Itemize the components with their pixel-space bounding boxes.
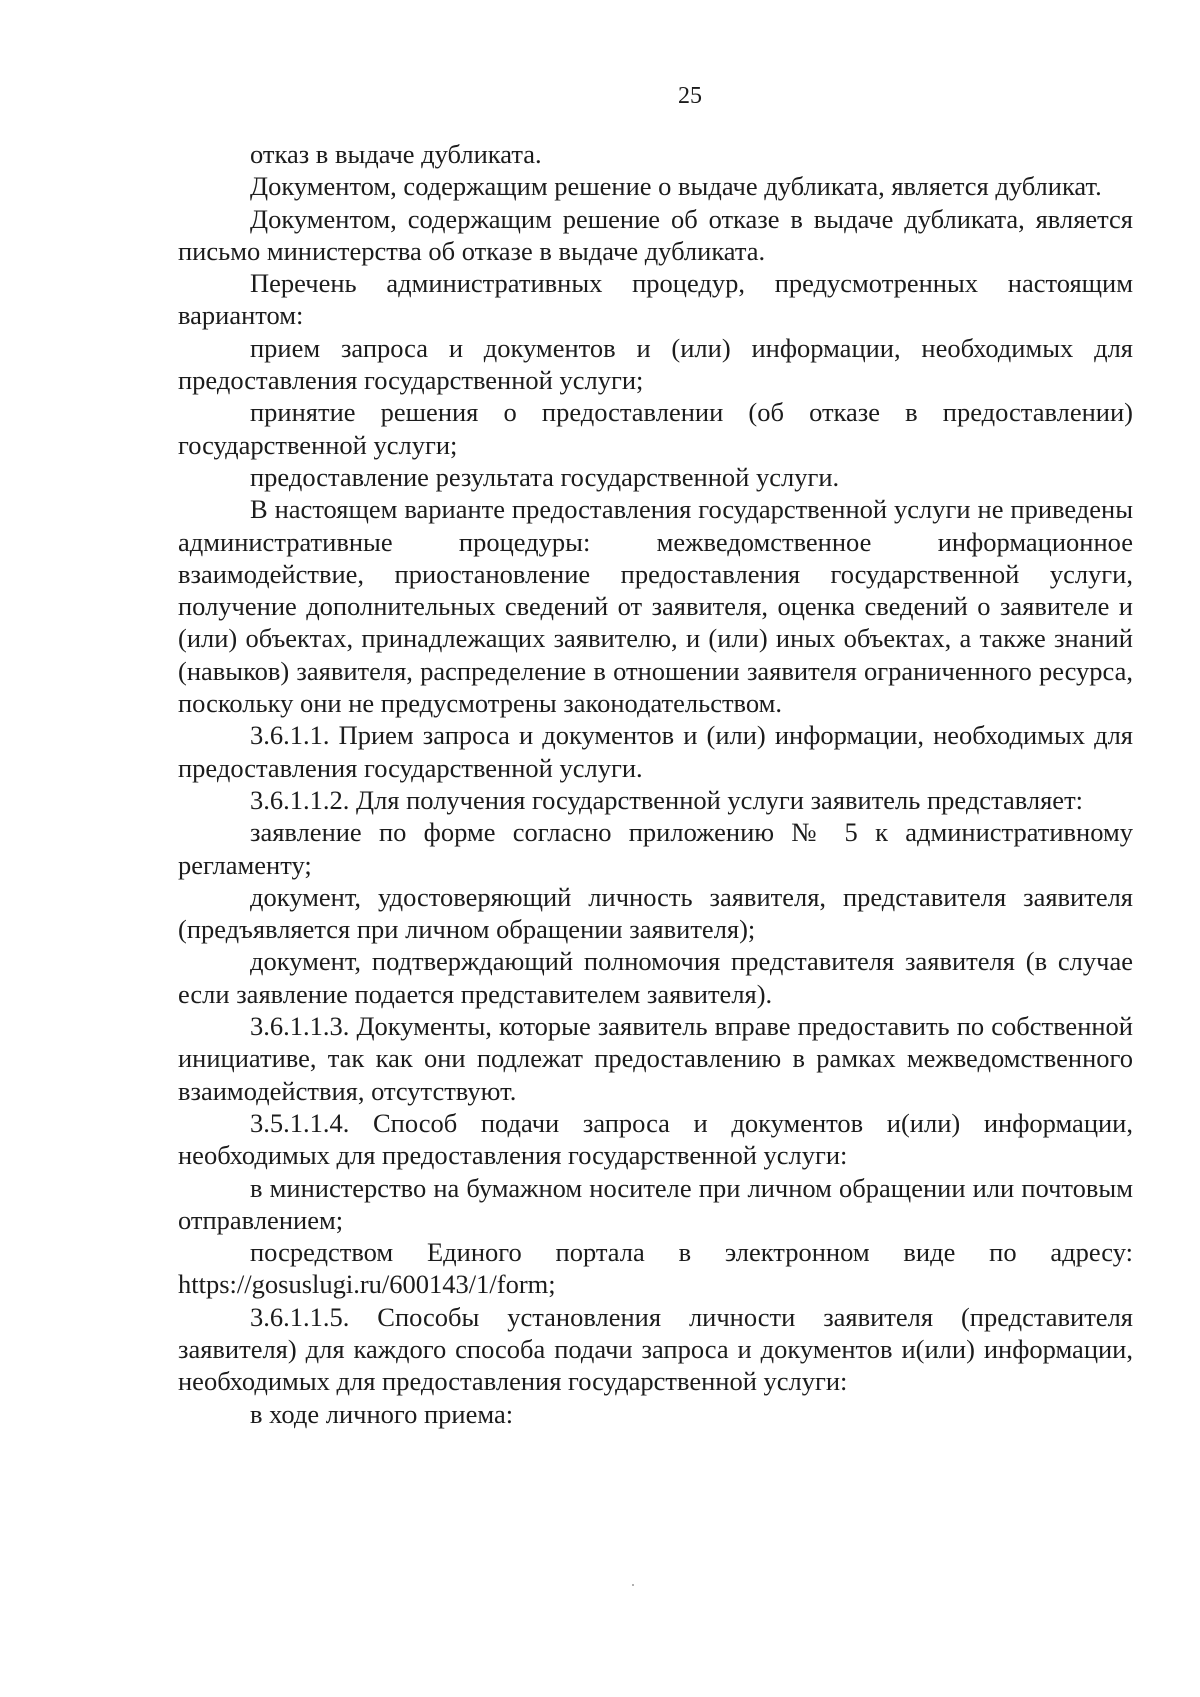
section-3-6-1-1-5: 3.6.1.1.5. Способы установления личности заявителя (представителя заявителя) для каждого способа подачи запроса и документов и(или) информации, необходимых для предоставления государственной услуги: xyxy=(178,1301,1133,1397)
paragraph-procedures-list-intro: Перечень административных процедур, предусмотренных настоящим вариантом: xyxy=(178,268,1133,331)
section-3-6-1-1-3: 3.6.1.1.3. Документы, которые заявитель вправе предоставить по собственной инициативе, так как они подлежат предоставлению в рамках межведомственного взаимодействия, отсутствуют. xyxy=(178,1011,1133,1106)
section-3-6-1-1: 3.6.1.1. Прием запроса и документов и (или) информации, необходимых для предоставления государственной услуги. xyxy=(178,720,1133,783)
list-item-personal-reception: в ходе личного приема: xyxy=(250,1398,514,1429)
list-item-identity-document: документ, удостоверяющий личность заявителя, представителя заявителя (предъявляется при личном обращении заявителя); xyxy=(178,881,1133,945)
list-item-application-form: заявление по форме согласно приложению № 5 к административному регламенту; xyxy=(178,817,1133,880)
list-item-result-provision: предоставление результата государственной услуги. xyxy=(250,461,840,492)
paragraph-duplicate-refusal: отказ в выдаче дубликата. xyxy=(250,139,542,169)
list-item-decision-making: принятие решения о предоставлении (об отказе в предоставлении) государственной услуги; xyxy=(178,397,1133,460)
paragraph-duplicate-decision-document: Документом, содержащим решение о выдаче дубликата, является дубликат. xyxy=(250,171,1102,202)
section-3-5-1-1-4: 3.5.1.1.4. Способ подачи запроса и документов и(или) информации, необходимых для предоставления государственной услуги: xyxy=(178,1107,1133,1171)
page-number: 25 xyxy=(678,83,702,109)
paragraph-refusal-decision-document: Документом, содержащим решение об отказе в выдаче дубликата, является письмо министерства об отказе в выдаче дубликата. xyxy=(178,203,1133,266)
list-item-authority-document: документ, подтверждающий полномочия представителя заявителя (в случае если заявление подается представителем заявителя). xyxy=(178,946,1133,1009)
scan-artifact xyxy=(632,1584,634,1586)
list-item-portal-submission: посредством Единого портала в электронном виде по адресу: https://gosuslugi.ru/600143/1/form; xyxy=(178,1237,1133,1300)
list-item-request-reception: прием запроса и документов и (или) информации, необходимых для предоставления государственной услуги; xyxy=(178,332,1133,396)
document-body xyxy=(178,138,1133,1430)
list-item-paper-submission: в министерство на бумажном носителе при личном обращении или почтовым отправлением; xyxy=(178,1172,1133,1235)
section-3-6-1-1-2: 3.6.1.1.2. Для получения государственной услуги заявитель представляет: xyxy=(250,784,1084,815)
paragraph-excluded-procedures: В настоящем варианте предоставления государственной услуги не приведены административные процедуры: межведомственное информационное взаимодействие, приостановление предоставления государственной услуги, получение дополнительных сведений от заявителя, оценка сведений о заявителе и (или) объектах, принадлежащих заявителю, и (или) иных объектах, а также знаний (навыков) заявителя, распределение в отношении заявителя ограниченного ресурса, поскольку они не предусмотрены законодательством. xyxy=(178,494,1133,719)
